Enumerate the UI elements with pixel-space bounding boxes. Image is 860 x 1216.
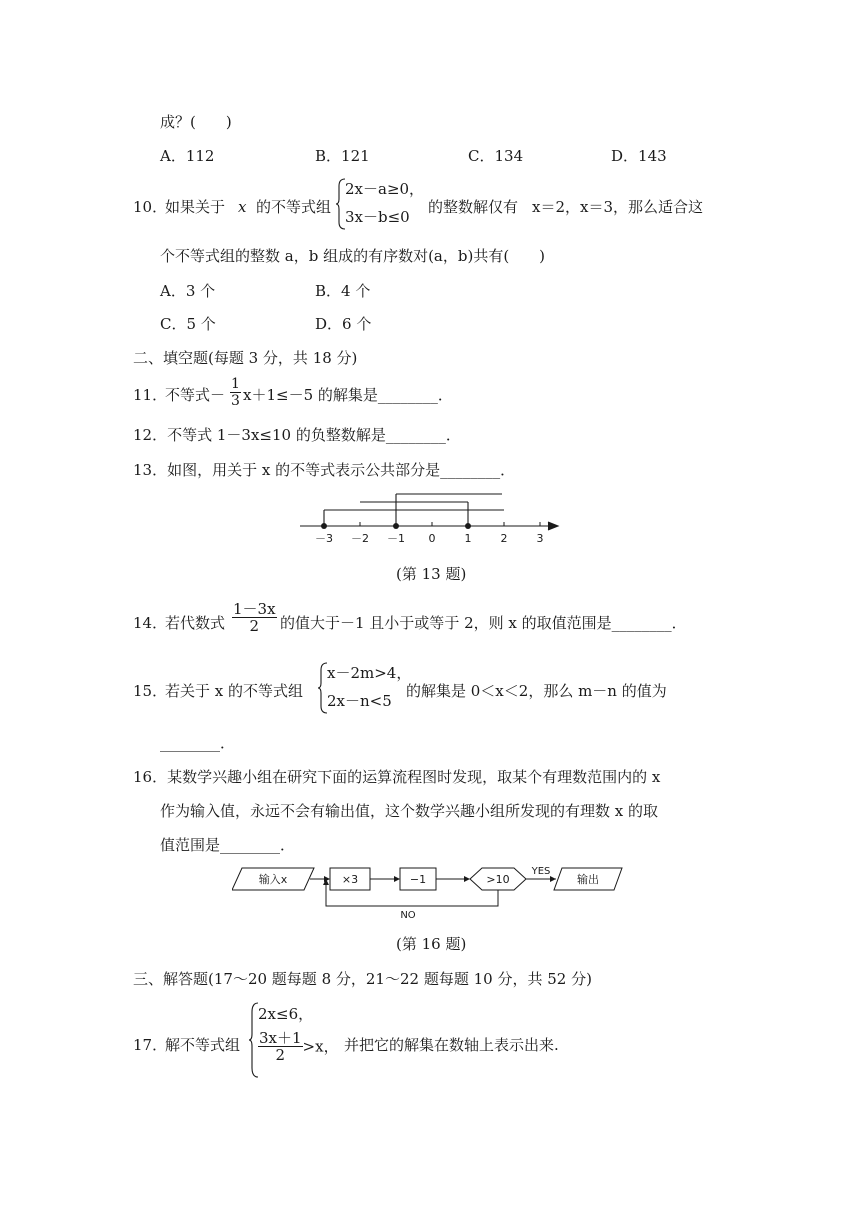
tick-label: 3: [536, 532, 544, 545]
tick-label: －3: [315, 532, 333, 545]
q10-system-line1: 2x－a≥0，: [345, 180, 425, 198]
q17-pre: 解不等式组: [165, 1036, 241, 1054]
q10-system-line2: 3x－b≤0: [345, 208, 410, 226]
q17-system-line1: 2x≤6，: [258, 1005, 314, 1023]
q15-blank: ________．: [160, 734, 236, 752]
q11-frac-num: 1: [231, 376, 240, 392]
q17-post: 并把它的解集在数轴上表示出来.: [344, 1036, 559, 1054]
q13-caption: (第 13 题): [396, 565, 467, 583]
q10-var: x: [238, 198, 247, 216]
q15-post: 的解集是 0＜x＜2，那么 m－n 的值为: [406, 682, 667, 700]
tick-label: －1: [387, 532, 405, 545]
q11-pre: 不等式－: [165, 386, 226, 404]
q16-line1: 16．某数学兴趣小组在研究下面的运算流程图时发现，取某个有理数范围内的 x: [133, 768, 661, 786]
q14-post: 的值大于－1 且小于或等于 2，则 x 的取值范围是________．: [280, 614, 687, 632]
q17-inequality-system: [249, 1000, 339, 1080]
q10-option-d: D．6 个: [315, 315, 372, 333]
q16-line3: 值范围是________．: [160, 836, 296, 854]
arrow-right-icon: [464, 876, 470, 882]
q17-number: 17．: [133, 1036, 168, 1054]
q12-text: 12．不等式 1－3x≤10 的负整数解是________．: [133, 426, 461, 444]
q9-option-b: B．121: [315, 147, 370, 165]
q10-number: 10．: [133, 198, 168, 216]
q10-inequality-system: [336, 176, 426, 232]
flow-yes-label: YES: [531, 866, 551, 877]
q16-caption: (第 16 题): [396, 935, 467, 953]
q10-option-a: A．3 个: [160, 282, 216, 300]
q9-tail: 成？( ): [160, 113, 232, 131]
dot-1: [465, 523, 471, 529]
flow-minus-label: −1: [409, 873, 427, 886]
dot-minus3: [321, 523, 327, 529]
q9-option-a: A．112: [160, 147, 215, 165]
q9-option-c: C．134: [468, 147, 524, 165]
q15-pre: 若关于 x 的不等式组: [165, 682, 303, 700]
q10-text-c: 的整数解仅有: [428, 198, 519, 216]
q11-fraction: [230, 376, 242, 409]
q15-system-line2: 2x－n<5: [327, 692, 392, 710]
q14-number: 14．: [133, 614, 168, 632]
q13-number-line: [296, 490, 564, 548]
flow-condition-label: >10: [486, 873, 510, 886]
q10-option-c: C．5 个: [160, 315, 216, 333]
q11-number: 11．: [133, 386, 168, 404]
section-2-heading: 二、填空题(每题 3 分，共 18 分): [133, 349, 358, 367]
tick-label: 0: [428, 532, 436, 545]
q17-frac-den: 2: [275, 1046, 286, 1064]
flow-multiply-label: ×3: [341, 873, 359, 886]
tick-label: 2: [500, 532, 508, 545]
q16-line2: 作为输入值，永远不会有输出值，这个数学兴趣小组所发现的有理数 x 的取: [160, 802, 658, 820]
arrow-right-icon: [550, 876, 556, 882]
q9-option-d: D．143: [611, 147, 667, 165]
q15-inequality-system: [318, 660, 412, 716]
q11-frac-den: 3: [231, 393, 240, 409]
q17-frac-num: 3x＋1: [259, 1029, 302, 1047]
q17-frac-post: >x，: [302, 1037, 339, 1056]
q14-pre: 若代数式: [165, 614, 226, 632]
arrow-right-icon: [548, 522, 558, 530]
flow-no-label: NO: [400, 910, 416, 920]
q10-solutions: x＝2，x＝3，那么适合这: [532, 198, 704, 216]
flow-input-label: 输入x: [258, 873, 288, 886]
q14-frac-num: 1－3x: [233, 600, 276, 618]
flow-output-label: 输出: [577, 873, 599, 886]
q13-text: 13．如图，用关于 x 的不等式表示公共部分是________．: [133, 461, 516, 479]
q10-text-a: 如果关于: [165, 198, 226, 216]
section-3-heading: 三、解答题(17～20 题每题 8 分，21～22 题每题 10 分，共 52 分): [133, 970, 592, 988]
q10-option-b: B．4 个: [315, 282, 371, 300]
tick-label: 1: [464, 532, 472, 545]
tick-label: －2: [351, 532, 369, 545]
q10-line2: 个不等式组的整数 a，b 组成的有序数对(a，b)共有( ): [160, 247, 546, 265]
arrow-right-icon: [394, 876, 400, 882]
q16-flowchart: [232, 862, 628, 920]
q10-text-b: 的不等式组: [256, 198, 332, 216]
q15-system-line1: x－2m>4，: [327, 664, 412, 682]
q11-post: x＋1≤－5 的解集是________．: [243, 386, 453, 404]
dot-minus1: [393, 523, 399, 529]
q14-fraction: [232, 601, 280, 634]
q14-frac-den: 2: [249, 617, 260, 635]
q15-number: 15．: [133, 682, 168, 700]
q17-system-line2: [258, 1030, 339, 1063]
